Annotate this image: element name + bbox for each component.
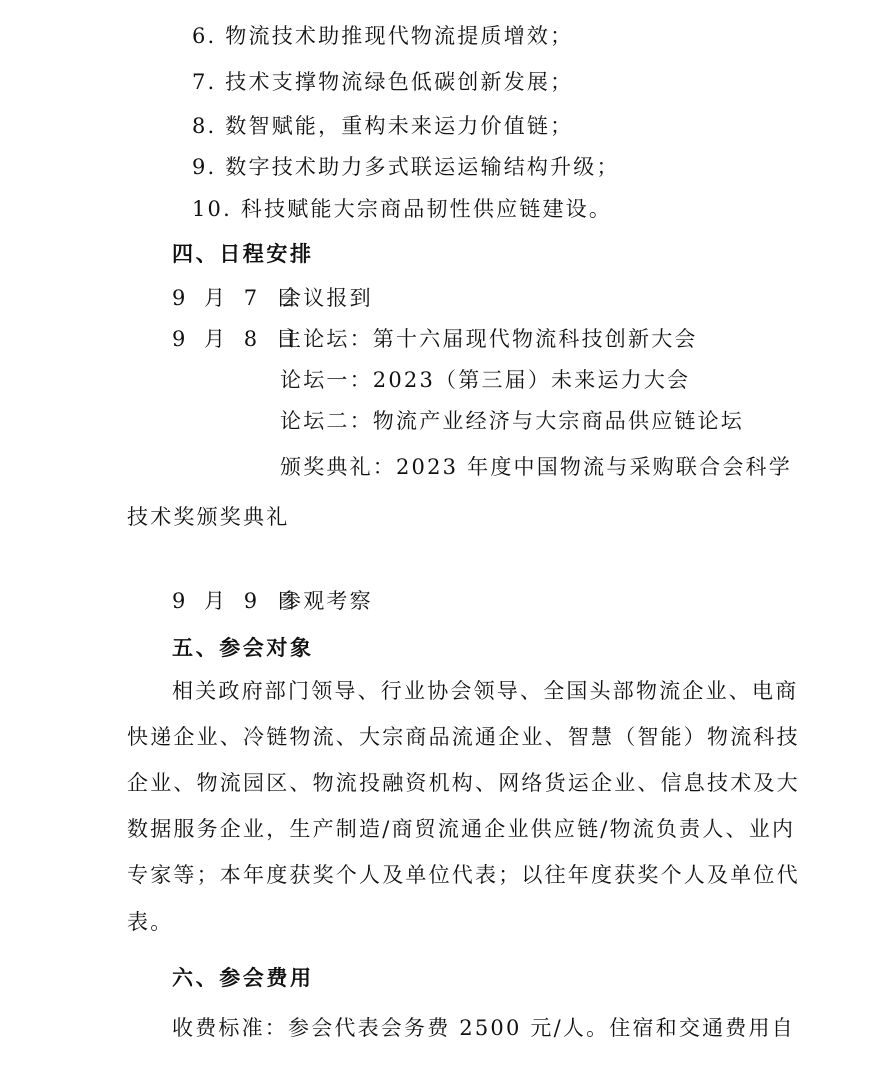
attendees-paragraph-line: 数据服务企业，生产制造/商贸流通企业供应链/物流负责人、业内 [127,817,796,841]
schedule-text: 会议报到 [280,286,373,310]
schedule-forum-1: 论坛一：2023（第三届）未来运力大会 [280,368,691,392]
attendees-paragraph-line: 快递企业、冷链物流、大宗商品流通企业、智慧（智能）物流科技 [127,725,800,749]
schedule-day-1 [172,285,373,311]
schedule-day-2 [172,326,698,352]
schedule-forum-2: 论坛二：物流产业经济与大宗商品供应链论坛 [280,409,744,433]
schedule-date: 9 月 8 日 [172,327,303,351]
schedule-award-ceremony: 颁奖典礼：2023 年度中国物流与采购联合会科学 [280,455,792,479]
schedule-main-forum: 主论坛：第十六届现代物流科技创新大会 [280,327,698,351]
schedule-award-ceremony-cont: 技术奖颁奖典礼 [127,505,290,529]
schedule-day-3 [172,588,373,614]
topic-item-6: 6. 物流技术助推现代物流提质增效； [192,24,574,48]
section-heading-schedule: 四、日程安排 [172,242,314,266]
schedule-text: 参观考察 [280,589,373,613]
attendees-paragraph-line: 企业、物流园区、物流投融资机构、网络货运企业、信息技术及大 [127,771,800,795]
attendees-paragraph-line: 相关政府部门领导、行业协会领导、全国头部物流企业、电商 [172,679,799,703]
topic-item-8: 8. 数智赋能，重构未来运力价值链； [192,114,574,138]
schedule-date: 9 月 7 日 [172,286,303,310]
topic-item-9: 9. 数字技术助力多式联运运输结构升级； [192,155,620,179]
attendees-paragraph-line: 专家等；本年度获奖个人及单位代表；以往年度获奖个人及单位代 [127,863,800,887]
schedule-date: 9 月 9 日 [172,589,303,613]
attendees-paragraph-line: 表。 [127,910,174,934]
section-heading-fees: 六、参会费用 [172,966,314,990]
fees-paragraph-line: 收费标准：参会代表会务费 2500 元/人。住宿和交通费用自 [172,1016,795,1040]
topic-item-7: 7. 技术支撑物流绿色低碳创新发展； [192,70,574,94]
section-heading-attendees: 五、参会对象 [172,636,314,660]
topic-item-10: 10. 科技赋能大宗商品韧性供应链建设。 [192,197,613,221]
